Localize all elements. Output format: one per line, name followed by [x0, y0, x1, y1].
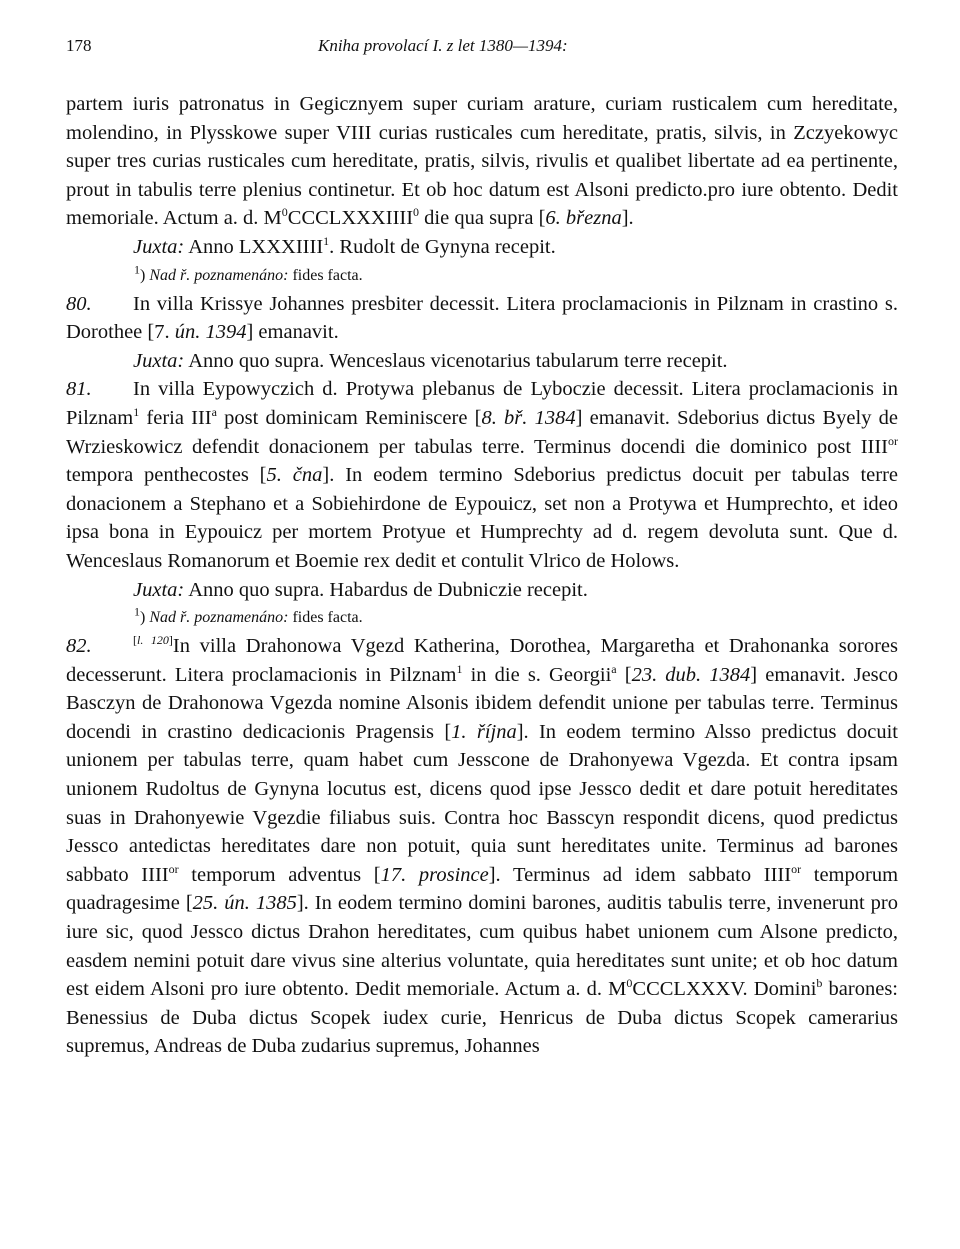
text-run: partem iuris patronatus in Gegicznyem super curiam arature, curiam rusticalem cum hereditate, molendino, in Plysskowe super VIII curias rusticales cum hereditate, pratis, silvis, in Zczyekowyc super tres curias rusticales cum hereditate, pratis, silvis, rivulis et qualibet libertate ad ea pertinente, prout in tabulis terre plenius continetur. Et ob hoc datum est Alsoni predicto.pro iure obtento. Dedit memoriale. Actum a. d. M	[66, 93, 898, 230]
italic-text: Nad ř. poznamenáno:	[149, 609, 289, 627]
text-run: feria III	[139, 406, 212, 429]
italic-text: 8. bř. 1384	[481, 406, 576, 429]
footnote	[66, 262, 898, 290]
entry-paragraph	[66, 290, 898, 347]
text-run: Anno quo supra. Habardus de Dubniczie recepit.	[184, 578, 588, 601]
superscript: [	[133, 633, 137, 648]
superscript: or	[888, 433, 898, 448]
superscript: a	[211, 405, 217, 420]
text-run: ] emanavit.	[246, 321, 339, 344]
text-run: tempora penthecostes [	[66, 464, 267, 487]
text-run: barones: Benessius de Duba dictus Scopek iudex curie, Henricus de Duba dictus Scopek camerarius supremus, Andreas de Duba zudarius supremus, Johannes	[66, 978, 898, 1058]
superscript: or	[791, 862, 802, 877]
superscript: ]	[168, 633, 173, 648]
italic-text: 25. ún. 1385	[192, 892, 297, 915]
text-run: ] emanavit. Sdeborius dictus Byely de Wrzieskowicz defendit donacionem per tabulas terre. Terminus docendi die dominico post IIII	[66, 406, 898, 458]
text-run: [	[616, 663, 632, 686]
italic-text: 17. prosince	[380, 863, 489, 886]
superscript: or	[168, 862, 179, 877]
text-run: . Rudolt de Gynyna recepit.	[329, 235, 556, 258]
entry-number: 81.	[66, 378, 92, 401]
italic-text: Juxta:	[133, 578, 185, 601]
entry-paragraph	[66, 375, 898, 575]
text-run: post dominicam Reminiscere [	[216, 406, 482, 429]
italic-text: 6. března	[545, 207, 622, 230]
superscript: a	[611, 661, 617, 676]
superscript: 1	[134, 262, 140, 277]
text-run: ].	[621, 207, 634, 230]
text-run: temporum adventus [	[178, 863, 381, 886]
footnote	[66, 604, 898, 632]
text-run: fides facta.	[288, 609, 363, 627]
italic-text: Juxta:	[133, 349, 185, 372]
superscript: 0	[626, 976, 633, 991]
body-text	[66, 90, 898, 1061]
page-number: 178	[66, 36, 92, 55]
paragraph	[66, 90, 898, 233]
text-run: )	[140, 609, 150, 627]
text-run: ] emanavit. Jesco Basczyn de Drahonowa Vgezda nomine Alsonis ibidem defendit unione per tabulas terre. Terminus docendi in crastino dedicacionis Pragensis [	[66, 663, 899, 743]
italic-text: 23. dub. 1384	[631, 663, 751, 686]
text-run: fides facta.	[288, 266, 363, 284]
superscript: l. 120	[137, 633, 169, 648]
text-run: In villa Drahonowa Vgezd Katherina, Dorothea, Margaretha et Drahonanka sorores decesserunt. Litera proclamacionis in Pilznam	[66, 635, 898, 686]
text-run: CCCLXXXIIII	[287, 207, 414, 230]
paragraph	[66, 576, 898, 605]
text-run: die qua supra [	[419, 207, 546, 230]
text-run: ]. Terminus ad idem sabbato IIII	[488, 863, 792, 886]
text-run: temporum quadragesime [	[66, 863, 899, 915]
italic-text: 5. čna	[266, 464, 323, 487]
paragraph	[66, 233, 898, 262]
text-run: in die s. Georgii	[462, 663, 612, 686]
text-run: ]. In eodem termino domini barones, auditis tabulis terre, invenerunt pro iure sic, quod Jessco dictus Drahon hereditates, cum quibus habet unionem cum Alsone predicto, easdem nemini potuit dare vivus sine alterius voluntate, quia hereditates sunt unite; et ob hoc datum est eidem Alsoni pro iure obtento. Dedit memoriale. Actum a. d. M	[66, 892, 899, 1001]
italic-text: Nad ř. poznamenáno:	[149, 266, 289, 284]
superscript: 0	[413, 205, 420, 220]
text-run: Anno quo supra. Wenceslaus vicenotarius tabularum terre recepit.	[184, 349, 728, 372]
superscript: 1	[323, 234, 330, 249]
running-title: Kniha provolací I. z let 1380—1394:	[318, 36, 568, 55]
text-run: )	[140, 266, 150, 284]
document-page	[66, 36, 898, 1061]
page-header	[66, 36, 898, 66]
entry-paragraph	[66, 632, 898, 1061]
superscript: 1	[456, 661, 463, 676]
superscript: 1	[133, 405, 140, 420]
superscript: b	[816, 976, 823, 991]
italic-text: 1. října	[451, 720, 517, 743]
paragraph	[66, 347, 898, 376]
text-run: Anno LXXXIIII	[184, 235, 324, 258]
italic-text: ún. 1394	[174, 321, 247, 344]
text-run: In villa Eypowyczich d. Protywa plebanus de Lyboczie decessit. Litera proclamacionis in Pilznam	[66, 378, 898, 429]
entry-number: 80.	[66, 292, 92, 315]
text-run: In villa Krissye Johannes presbiter decessit. Litera proclamacionis in Pilznam in crastino s. Dorothee [7.	[66, 292, 898, 344]
text-run: CCCLXXXV. Domini	[632, 978, 817, 1001]
superscript: 0	[281, 205, 288, 220]
text-run: ]. In eodem termino Alsso predictus docuit unionem per tabulas terre, quam habet cum Jesscone de Drahonyewa Vgezda. Et contra ipsam unionem Rudoltus de Gynyna locutus est, dicens quod ipse Jessco dedit et dare potuit hereditates suas in Drahonyewie Vgezdie filiabus suis. Contra hoc Basscyn respondit dicens, quod predictus Jessco antedictas hereditates dare non potuit, quia sunt hereditates unite. Terminus ad barones sabbato IIII	[66, 720, 898, 886]
entry-number: 82.	[66, 635, 92, 658]
superscript: 1	[134, 604, 140, 619]
text-run: ]. In eodem termino Sdeborius predictus docuit per tabulas terre donacionem a Stephano et a Sobiehirdone de Eypouicz, set non a Protywa et Humprechto, et ideo ipsa bona in Eypouicz per mortem Protyue et Humprechty ad d. regem devoluta sunt. Que d. Wenceslaus Romanorum et Boemie rex dedit et contulit Vlrico de Holows.	[66, 464, 899, 572]
italic-text: Juxta:	[133, 235, 185, 258]
